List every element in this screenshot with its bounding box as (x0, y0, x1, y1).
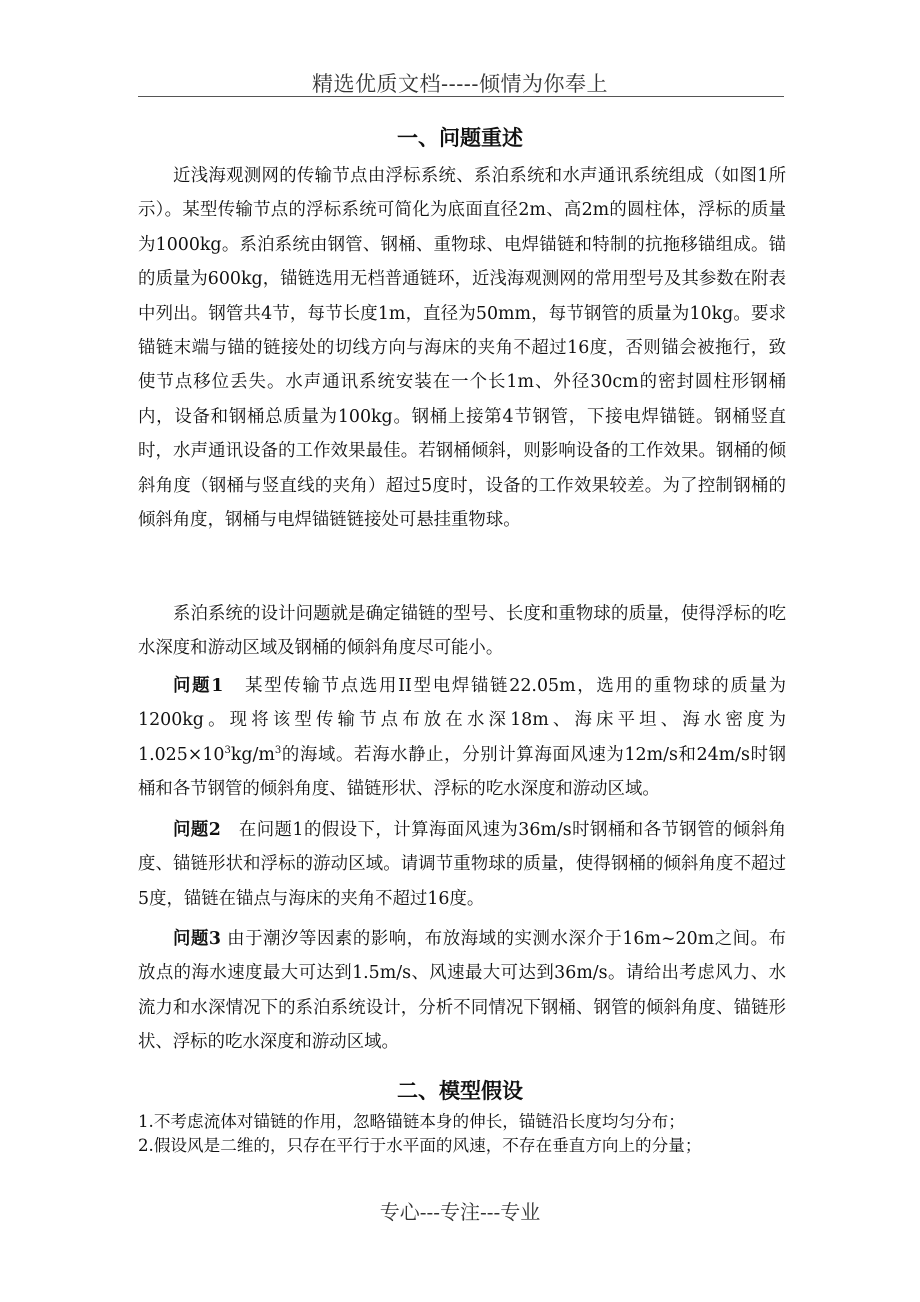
question-1-text-a: 某型传输节点选用II型电焊锚链22.05m，选用的重物球的质量为1200kg。现将该型传输节点布放在水深18m、海床平坦、海水密度为1.025×10 (138, 676, 786, 765)
paragraph-question-2 (138, 813, 786, 916)
question-1-text-c: 的海域。若海水静止，分别计算海面风速为12m/s和24m/s时钢桶和各节钢管的倾斜角度、锚链形状、浮标的吃水深度和游动区域。 (138, 744, 786, 800)
question-3-text: 由于潮汐等因素的影响，布放海域的实测水深介于16m~20m之间。布放点的海水速度最大可达到1.5m/s、风速最大可达到36m/s。请给出考虑风力、水流力和水深情况下的系泊系统设计，分析不同情况下钢桶、钢管的倾斜角度、锚链形状、浮标的吃水深度和游动区域。 (138, 929, 786, 1053)
question-2-label: 问题2 (173, 820, 221, 840)
question-2-text: 在问题1的假设下，计算海面风速为36m/s时钢桶和各节钢管的倾斜角度、锚链形状和浮标的游动区域。请调节重物球的质量，使得钢桶的倾斜角度不超过5度，锚链在锚点与海床的夹角不超过16度。 (138, 820, 786, 909)
section-heading-problem-restatement: 一、问题重述 (397, 126, 523, 150)
section-heading-model-assumptions: 二、模型假设 (397, 1079, 523, 1103)
question-1-exponent-2: 3 (274, 745, 282, 757)
assumption-list (138, 1110, 798, 1158)
question-3-label: 问题3 (173, 929, 222, 949)
question-1-exponent-1: 3 (224, 745, 231, 757)
question-1-label: 问题1 (173, 676, 224, 696)
page-header: 精选优质文档-----倾情为你奉上 (312, 72, 608, 96)
page-footer: 专心---专注---专业 (379, 1200, 541, 1224)
paragraph-background: 近浅海观测网的传输节点由浮标系统、系泊系统和水声通讯系统组成（如图1所示）。某型传输节点的浮标系统可简化为底面直径2m、高2m的圆柱体，浮标的质量为1000kg。系泊系统由钢管、钢桶、重物球、电焊锚链和特制的抗拖移锚组成。锚的质量为600kg，锚链选用无档普通链环，近浅海观测网的常用型号及其参数在附表中列出。钢管共4节，每节长度1m，直径为50mm，每节钢管的质量为10kg。要求锚链末端与锚的链接处的切线方向与海床的夹角不超过16度，否则锚会被拖行，致使节点移位丢失。水声通讯系统安装在一个长1m、外径30cm的密封圆柱形钢桶内，设备和钢桶总质量为100kg。钢桶上接第4节钢管，下接电焊锚链。钢桶竖直时，水声通讯设备的工作效果最佳。若钢桶倾斜，则影响设备的工作效果。钢桶的倾斜角度（钢桶与竖直线的夹角）超过5度时，设备的工作效果较差。为了控制钢桶的倾斜角度，钢桶与电焊锚链链接处可悬挂重物球。 (138, 166, 786, 531)
paragraph-question-1 (138, 669, 786, 807)
question-1-text-b: kg/m (230, 744, 275, 765)
assumption-item: 1.不考虑流体对锚链的作用，忽略锚链本身的伸长，锚链沿长度均匀分布； (138, 1112, 685, 1131)
paragraph-question-3 (138, 922, 786, 1060)
paragraph-design-goal: 系泊系统的设计问题就是确定锚链的型号、长度和重物球的质量，使得浮标的吃水深度和游动区域及钢桶的倾斜角度尽可能小。 (138, 604, 786, 659)
header-divider (138, 96, 784, 97)
assumption-item: 2.假设风是二维的，只存在平行于水平面的风速，不存在垂直方向上的分量； (138, 1136, 702, 1155)
